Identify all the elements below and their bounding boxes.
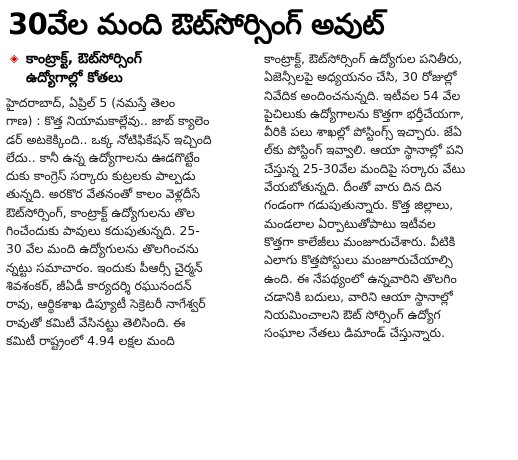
body-text-line: కాంట్రాక్ట్, ఔట్‌సోర్సింగ్ ఉద్యోగుల పనితీరు,: [264, 51, 463, 66]
body-text-line: హైదరాబాద్, ఏప్రిల్ 5 (నమస్తే తెలం: [6, 95, 176, 110]
body-text-line: చేస్తున్న 25-30వేల మందిపై సర్కారు వేటు: [264, 160, 466, 176]
body-text-line: న్నట్టు సమాచారం. ఇందుకు పీఆర్సీ చైర్మన్: [6, 259, 203, 275]
left-column: [6, 50, 254, 350]
bullet-marker-icon: ◈: [10, 52, 19, 65]
body-text-line: శివశంకర్, జీఏడీ కార్యదర్శి రఘునందన్: [6, 277, 192, 293]
body-text-line: మండలాల ఏర్పాటుతోపాటు ఇటీవల: [264, 215, 436, 231]
left-column-body: [6, 94, 254, 350]
body-text-line: తున్నది. అరకొర వేతనంతో కాలం వెళ్లదీసే: [6, 186, 201, 202]
body-text-line: ఉంది. ఈ నేపథ్యంలో ఉన్నవారిని తొలగిం: [264, 270, 457, 286]
subheading-line: ఉద్యోగాల్లో కోతలు: [26, 70, 123, 86]
article-columns: [6, 50, 512, 350]
body-text-line: ల్‌కు పోస్టింగ్ ఇవ్వాలి. ఆయా స్థానాల్లో పని: [264, 142, 464, 158]
body-text-line: నియమించాలని ఔట్ సోర్సింగ్ ఉద్యోగ: [264, 307, 441, 323]
right-column-body: [264, 50, 512, 343]
body-text-line: గాణ) : కొత్త నియామకాల్లేవు.. జాబ్ క్యాలెం: [6, 113, 210, 129]
body-text-line: సంఘాల నేతలు డిమాండ్ చేస్తున్నారు.: [264, 325, 446, 341]
body-text-line: ఏజెన్సీలపై అధ్యయనం చేసి, 30 రోజుల్లో: [264, 69, 457, 85]
body-text-line: వీరికి పలు శాఖల్లో పోస్టింగ్స్ ఇచ్చారు. జేఏ: [264, 124, 462, 140]
body-text-line: 30 వేల మంది ఉద్యోగులను తొలగించను: [6, 241, 199, 257]
body-text-line: రావు, ఆర్థికశాఖ డిప్యూటీ సెక్రెటరీ నాగేశ్వర్: [6, 296, 206, 312]
headline: 30వేల మంది ఔట్‌సోర్సింగ్ అవుట్: [8, 7, 385, 41]
body-text-line: కమిటీ రాష్ట్రంలో 4.94 లక్షల మంది: [6, 332, 175, 348]
body-text-line: నివేదిక అందించనున్నది. ఇటీవల 54 వేల: [264, 87, 461, 103]
body-text-line: గించేందుకు పావులు కదుపుతున్నది. 25-: [6, 223, 200, 239]
body-text-line: వేయబోతున్నది. దీంతో వారు దిన దిన: [264, 179, 442, 195]
body-text-line: దుకు కాంగ్రెస్ సర్కారు కుట్రలకు పాల్పడు: [6, 168, 196, 184]
body-text-line: చడానికి బదులు, వారిని ఆయా స్థానాల్లో: [264, 288, 453, 304]
body-text-line: లేదు.. కానీ ఉన్న ఉద్యోగాలను ఊడగొట్టేం: [6, 149, 200, 165]
subheading: [6, 50, 254, 88]
body-text-line: కొత్తగా కాలేజీలు మంజూరుచేశారు. వీటికి: [264, 233, 456, 249]
body-text-line: పైచిలుకు ఉద్యోగాలను కొత్తగా భర్తీచేయగా,: [264, 105, 464, 121]
right-column: [264, 50, 512, 350]
body-text-line: ఎలాగు కొత్తపోస్టులు మంజూరుచేయాల్సి: [264, 252, 453, 268]
body-text-line: గండంగా గడుపుతున్నారు. కొత్త జిల్లాలు,: [264, 197, 454, 213]
body-text-line: ఔట్‌సోర్సింగ్, కాంట్రాక్ట్ ఉద్యోగులను తొల: [6, 204, 195, 220]
subheading-line: కాంట్రాక్ట్, ఔట్‌సోర్సింగ్: [26, 51, 142, 67]
body-text-line: డర్ అటకెక్కింది.. ఒక్క నోటిఫికేషన్ ఇచ్చింది: [6, 131, 212, 147]
body-text-line: రావుతో కమిటీ వేసినట్టు తెలిసింది. ఈ: [6, 314, 186, 330]
